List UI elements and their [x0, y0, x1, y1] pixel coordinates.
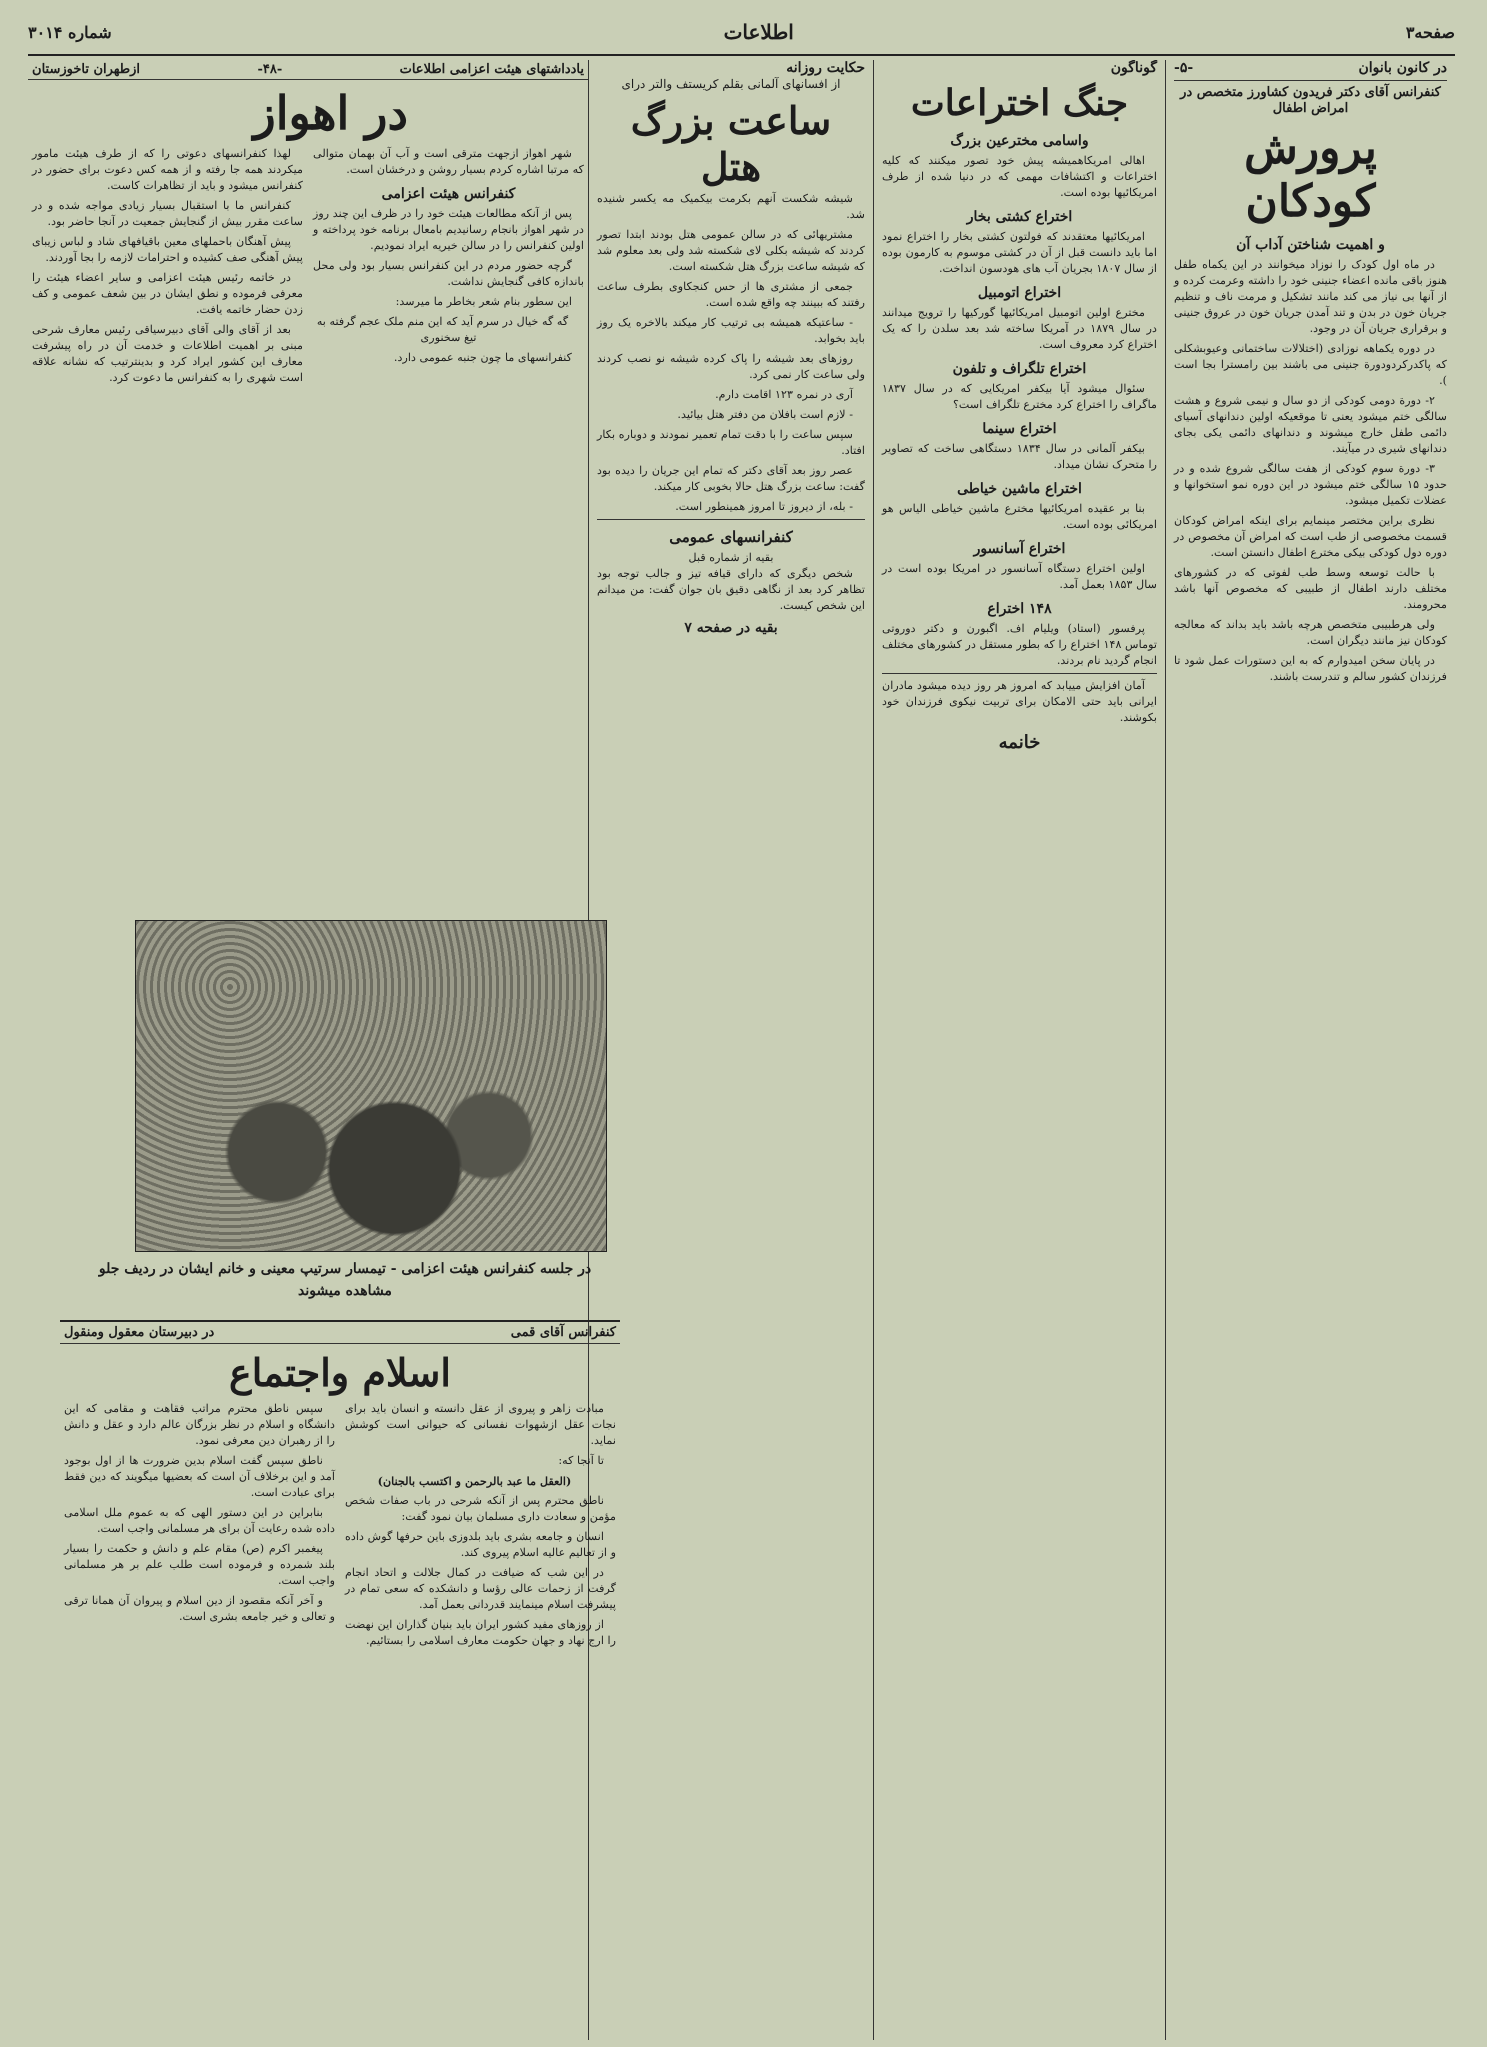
paragraph: با حالت توسعه وسط طب لفوتی که در کشورهای مختلف دارند اطفال از طبیبی که مخصوص آنها باشد محرومند.	[1174, 565, 1447, 611]
kicker-label: حکایت روزانه	[786, 60, 865, 76]
section-heading: اختراع آسانسور	[973, 541, 1066, 558]
kicker-left: در دبیرستان معقول ومنقول	[64, 1325, 215, 1340]
paragraph: از روزهای مفید کشور ایران باید بنیان گذاران این نهضت را ارج نهاد و جهان حکومت معارف اسلامی را بستائیم.	[345, 1618, 616, 1647]
paragraph: این سطور بنام شعر بخاطر ما میرسد:	[395, 295, 572, 308]
article-subtitle: واسامی مخترعین بزرگ	[950, 133, 1089, 150]
divider	[597, 519, 865, 520]
paragraph: بنا بر عقیده امریکائیها مخترع ماشین خیاطی الیاس هو امریکائی بوده است.	[882, 502, 1157, 532]
article-body	[313, 146, 584, 390]
paragraph: انسان و جامعه بشری باید بلدوزی باین حرفها گوش داده و از تعالیم عالیه اسلام پیروی کند.	[345, 1530, 616, 1559]
paragraph: سئوال میشود آیا بیکفر امریکایی که در سال ۱۸۳۷ ماگراف را اختراع کرد مخترع تلگراف است؟	[882, 382, 1157, 412]
section-heading: اختراع ماشین خیاطی	[957, 481, 1082, 498]
column-inventions	[873, 60, 1165, 2040]
page-label: صفحه۳	[1405, 22, 1455, 42]
article-signoff: بقیه در صفحه ۷	[684, 620, 778, 637]
paragraph: شخص دیگری که دارای قیافه تیز و جالب توجه بود تظاهر کرد بعد از نگاهی دقیق بان جوان گفت: من میدانم این شخص کیست.	[597, 567, 865, 613]
section-heading: اختراع سینما	[982, 421, 1057, 438]
paragraph: تا آنجا که:	[558, 1454, 604, 1467]
article-title: جنگ اختراعات	[910, 82, 1129, 124]
article-body	[597, 191, 865, 515]
paragraph: ولی هرطبیبی متخصص هرچه باشد باید بداند که معالجه کودکان نیز مانند دیگران است.	[1174, 617, 1447, 647]
paragraph: ۲- دورة دومی کودکی از دو سال و نیمی شروع و هشت سالگی ختم میشود یعنی تا موقعیکه اولین دندانهای آسیای دائمی طفل خارج میشوند و دندانهای دائمی یکی بجای دندانهای شیری در میآیند.	[1174, 393, 1447, 455]
article-title: اسلام واجتماع	[229, 1350, 451, 1395]
section-heading: کنفرانس هیئت اعزامی	[381, 186, 516, 202]
article-columns	[60, 1401, 620, 1653]
photo-caption: در جلسه کنفرانس هیئت اعزامی - تیمسار سرتیپ معینی و خانم ایشان در ردیف جلو مشاهده میشوند	[98, 1261, 592, 1299]
paragraph: در پایان سخن امیدوارم که به این دستورات عمل شود تا فرزندان کشور سالم و تندرست باشند.	[1174, 653, 1447, 683]
paragraph: و آخر آنکه مقصود از دین اسلام و پیروان آن همانا ترقی و تعالی و خیر جامعه بشری است.	[64, 1594, 335, 1623]
paragraph: سپس ساعت را با دقت تمام تعمیر نمودند و دوباره بکار افتاد.	[597, 428, 865, 458]
article-columns	[28, 146, 588, 390]
paragraph: گرچه حضور مردم در این کنفرانس بسیار بود ولی محل باندازه کافی گنجایش نداشت.	[313, 259, 584, 288]
kicker-right: کنفرانس آقای قمی	[510, 1325, 616, 1340]
paragraph: پیش آهنگان باحملهای معین باقیافهای شاد و لباس زیبای پیش آهنگی صف کشیده و احترامات لازمه را بجا آوردند.	[32, 235, 303, 264]
article-intro: از افسانهای آلمانی بقلم کریستف والتر درای	[621, 77, 841, 91]
paragraph: ناطق محترم پس از آنکه شرحی در باب صفات شخص مؤمن و سعادت داری مسلمان بیان نمود گفت:	[345, 1494, 616, 1523]
kicker-right: در کانون بانوان	[1358, 60, 1447, 76]
paragraph: روزهای بعد شیشه را پاک کرده شیشه نو نصب کردند ولی ساعت کار نمی کرد.	[597, 352, 865, 382]
paragraph: عصر روز بعد آقای دکتر که تمام این جریان را دیده بود گفت: ساعت بزرگ هتل حالا بخوبی کار میکند.	[597, 464, 865, 494]
column-daily-story	[588, 60, 873, 2040]
paragraph: در خاتمه رئیس هیئت اعزامی و سایر اعضاء هیئت را معرفی فرموده و نطق ایشان در بین شعف عمومی و کف زدن حضار خاتمه یافت.	[32, 271, 303, 316]
poem-line: گه گه خیال در سرم آید که این منم ملک عجم گرفته به تیغ سخنوری	[316, 315, 569, 344]
paragraph: جمعی از مشتری ها از حس کنجکاوی بطرف ساعت رفتند که ببینند چه واقع شده است.	[597, 280, 865, 310]
section-heading: اختراع کشتی بخار	[966, 209, 1073, 226]
column-kicker	[28, 60, 588, 80]
column-kicker	[882, 60, 1157, 76]
section-heading: کنفرانسهای عمومی	[669, 528, 793, 547]
paragraph: آری در نمره ۱۲۳ اقامت دارم.	[715, 388, 853, 402]
quote: (العقل ما عبد بالرحمن و اکتسب بالجنان)	[377, 1474, 572, 1488]
article-body	[1174, 257, 1447, 685]
conference-photo	[135, 920, 607, 1252]
kicker-right: یادداشتهای هیئت اعزامی اطلاعات	[399, 62, 584, 77]
article-body	[597, 566, 865, 614]
section-subheading: بقیه از شماره قبل	[688, 551, 774, 565]
article-title: ساعت بزرگ هتل	[630, 98, 832, 189]
paragraph: نظری براین مختصر مینمایم برای اینکه امراض کودکان قسمت مخصوصی از طب است که امراض آن مخصوص در دوره دول کودکی بیکی مخترع اطفال دانستن است.	[1174, 513, 1447, 559]
paragraph: آمان افزایش مییابد که امروز هر روز دیده میشود مادران ایرانی باید حتی الامکان برای تربیت نیکوی فرزندان خود بکوشند.	[882, 679, 1157, 725]
paragraph: پیغمبر اکرم (ص) مقام علم و دانش و حکمت را بسیار بلند شمرده و فرموده است طلب علم بر هر مسلمانی واجب است.	[64, 1542, 335, 1587]
paragraph: شهر اهواز ازجهت مترقی است و آب آن بهمان متوالی که مرتبا اشاره کردم بسیار روشن و درخشان است.	[313, 147, 584, 176]
paragraph: در ماه اول کودک را نوزاد میخوانند در این یکماه طفل هنوز باقی مانده اعضاء جنینی خود را داشته وعرمت کرده و از آنها بی نیاز می کند مانند تشکیل و مرمت ناف و تنظیم جریان خون در بدن و تند آمدن جریان خون در عروق جنینی و برقراری جریان آن در وجود.	[1174, 257, 1447, 335]
paragraph: در این شب که ضیافت در کمال جلالت و اتحاد انجام گرفت از زحمات عالی رؤسا و دانشکده که سعی تمام در پیشرفت اسلام مینمایند قدردانی بعمل آمد.	[345, 1566, 616, 1611]
column-kicker	[1174, 60, 1447, 76]
paragraph: کنفرانس ما با استقبال بسیار زیادی مواجه شده و در ساعت مقرر بیش از گنجایش جمعیت در آنجا حاضر بود.	[32, 199, 303, 228]
paragraph: شیشه شکست آنهم بکرمت بیکمیک مه یکسر شنیده شد.	[597, 192, 865, 222]
paragraph: کنفرانسهای ما چون جنبه عمومی دارد.	[393, 351, 572, 364]
section-heading: اختراع تلگراف و تلفون	[952, 361, 1087, 378]
article-body	[32, 146, 303, 390]
section-heading: ۱۴۸ اختراع	[987, 601, 1052, 618]
paragraph: - ساعتیکه همیشه بی ترتیب کار میکند بالاخره یک روز باید بخوابد.	[597, 316, 865, 346]
masthead	[28, 10, 1455, 56]
section-heading: اختراع اتومبیل	[977, 285, 1062, 302]
article-intro: کنفرانس آقای دکتر فریدون کشاورز متخصص در امراض اطفال	[1180, 85, 1441, 116]
paragraph: ناطق سپس گفت اسلام بدین ضرورت ها از اول بوجود آمد و این برخلاف آن است که بعضیها میگویند که دین فقط برای عبادت است.	[64, 1454, 335, 1499]
paragraph: سپس ناطق محترم مراتب فقاهت و مقامی که این دانشگاه و اسلام در نظر بزرگان عالم دارد و عقل و دانش را از رهبران دین معرفی نمود.	[64, 1402, 335, 1447]
kicker-left: ازطهران تاخوزستان	[32, 62, 141, 77]
divider	[1174, 80, 1447, 81]
paragraph: پرفسور (استاد) ویلیام اف. اگبورن و دکتر دوروتی توماس ۱۴۸ اختراع را که بطور مستقل در کشورهای مختلف انجام گردید نام بردند.	[882, 622, 1157, 668]
paragraph: بنابراین در این دستور الهی که به عموم ملل اسلامی داده شده رعایت آن برای هر مسلمانی واجب است.	[64, 1506, 335, 1535]
article-signoff: خانمه	[998, 732, 1041, 754]
divider	[882, 673, 1157, 674]
paragraph: بیکفر آلمانی در سال ۱۸۳۴ دستگاهی ساخت که تصاویر را متحرک نشان میداد.	[882, 442, 1157, 472]
paragraph: اهالی امریکاهمیشه پیش خود تصور میکنند که کلیه اختراعات و اکتشافات مهمی که در دنیا شده از طرف امریکائیها بوده است.	[882, 154, 1157, 200]
paragraph: اولین اختراع دستگاه آسانسور در امریکا بوده است در سال ۱۸۵۳ بعمل آمد.	[882, 562, 1157, 592]
paragraph: ۳- دورة سوم کودکی از هفت سالگی شروع شده و در حدود ۱۵ سالگی ختم میشود در این دوره نمو استخوانها و عضلات تکمیل میشود.	[1174, 461, 1448, 507]
article-islam	[60, 1320, 620, 2047]
article-body	[345, 1401, 616, 1653]
kicker-mid: -۴۸-	[257, 62, 283, 77]
article-title: پرورش کودکان	[1244, 123, 1377, 227]
paragraph: در دوره یکماهه نوزادی (اختلالات ساختمانی وعیوبشکلی که پاکدرکردودورة جنینی می باشند بین رامسترا بجا است ).	[1174, 341, 1447, 387]
article-subtitle: و اهمیت شناختن آداب آن	[1236, 236, 1385, 253]
column-kicker	[60, 1320, 620, 1344]
paragraph: امریکائیها معتقدند که فولتون کشتی بخار را اختراع نمود اما باید دانست قبل از آن در کشتی موسوم به کارمون بوده از سال ۱۸۰۷ بجریان آب های هودسون انداخت.	[882, 230, 1157, 276]
paragraph: بعد از آقای والی آقای دبیرسیاقی رئیس معارف شرحی مبنی بر اهمیت اطلاعات و خدمت آن در راه پیشرفت معارف این کشور ایراد کرد و بدینترتیب که نشانه علاقه است شهری را به کنفرانس ما دعوت کرد.	[32, 323, 303, 384]
article-body	[64, 1401, 335, 1653]
column-kicker	[597, 60, 865, 76]
paragraph: لهذا کنفرانسهای دعوتی را که از طرف هیئت مامور میکردند همه جا رفته و از همه کس دعوت برای حضور در کنفرانس میشود و باید از تظاهرات کاست.	[32, 147, 303, 192]
paragraph: - بله، از دیروز تا امروز همینطور است.	[675, 500, 853, 514]
column-child-rearing	[1165, 60, 1455, 2040]
paragraph: پس از آنکه مطالعات هیئت خود را در ظرف این چند روز در شهر اهواز بانجام رسانیدیم بامعال برنامه خود پرداخته و اولین کنفرانس را در سالن خیریه ایراد نمودیم.	[313, 207, 584, 252]
paragraph: - لازم است بافلان من دفتر هتل بیائید.	[677, 408, 853, 422]
paragraph: مشتریهائی که در سالن عمومی هتل بودند ابتدا تصور کردند که شیشه بکلی لای شکسته شد ولی بعد معلوم شد که شیشه ساعت بزرگ هتل شکسته است.	[597, 228, 865, 274]
kicker-left: -۵-	[1174, 60, 1194, 76]
article-title: در اهواز	[253, 86, 408, 140]
kicker-label: گوناگون	[1110, 60, 1157, 76]
newspaper-name: اطلاعات	[723, 20, 794, 44]
issue-label: شماره ۳۰۱۴	[28, 22, 112, 42]
article-body	[882, 153, 1157, 726]
paragraph: مبادت زاهر و پیروی از عقل دانسته و انسان باید برای نجات عقل ازشهوات نفسانی که حیوانی است کوشش نماید.	[345, 1402, 616, 1447]
paragraph: مخترع اولین اتومبیل امریکائیها گورکیها را ترویج میدانند در سال ۱۸۷۹ در آمریکا ساخته شد بعد سلدن را که یک اختراع کرد معروف است.	[882, 306, 1157, 352]
